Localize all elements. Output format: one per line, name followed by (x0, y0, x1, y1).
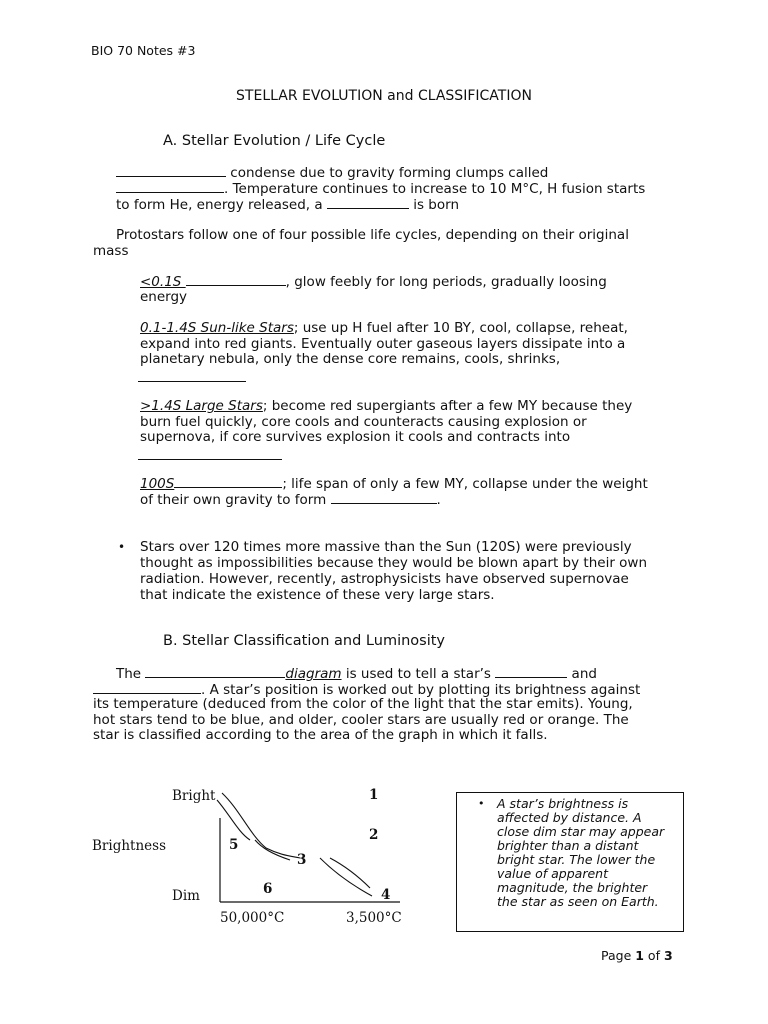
cycle-3-line-2: burn fuel quickly, core cools and counteracts causing explosion or (140, 414, 587, 430)
cycle-4-line-2 (140, 491, 441, 508)
cycle-4-period: . (436, 492, 441, 508)
note-line: the star as seen on Earth. (497, 894, 659, 909)
cycle-2-line-3: planetary nebula, only the dense core remains, cools, shrinks, (140, 351, 561, 367)
cycle-3-line-3: supernova, if core survives explosion it cools and contracts into (140, 429, 571, 445)
cycle-2-label: 0.1-1.4S Sun-like Stars (140, 320, 294, 336)
note-line: close dim star may appear (497, 824, 665, 839)
cycle-2-text: ; use up H fuel after 10 BY, cool, collapse, reheat, (293, 320, 628, 336)
cycle-4-text: ; life span of only a few MY, collapse under the weight (282, 476, 648, 492)
cycle-1-line-1 (140, 273, 607, 290)
total-pages: 3 (663, 948, 673, 963)
region-5: 5 (229, 837, 239, 853)
section-b-line-3: its temperature (deduced from the color of the light that the star emits). Young, (93, 696, 633, 712)
section-b-text-1c: and (567, 666, 597, 682)
cycle-2-line-1 (140, 320, 628, 336)
blank-cycle-4-mass (174, 475, 282, 488)
section-b-text-1a: The (116, 666, 146, 682)
bullet-line-3: radiation. However, recently, astrophysicists have observed supernovae (140, 571, 629, 587)
note-bullet: • (478, 797, 485, 810)
cycle-1-line-2: energy (140, 289, 188, 305)
blank-protostars (116, 180, 224, 193)
cycle-3-line-1 (140, 398, 632, 414)
main-sequence-lower-curve-1 (320, 858, 372, 896)
cycle-3-label: >1.4S Large Stars (140, 398, 263, 414)
intro-text-2: . Temperature continues to increase to 10 M°C, H fusion starts (224, 181, 646, 197)
blank-cycle-4 (331, 491, 437, 504)
region-3: 3 (297, 852, 307, 868)
section-b-line-4: hot stars tend to be blue, and older, cooler stars are usually red or orange. The (93, 712, 629, 728)
note-line: value of apparent (497, 866, 608, 881)
page-title: STELLAR EVOLUTION and CLASSIFICATION (236, 88, 532, 104)
cycle-4-label: 100S (140, 476, 175, 492)
intro-line-2 (116, 180, 645, 197)
y-top-label: Bright (172, 788, 216, 804)
cycle-2-line-2: expand into red giants. Eventually outer gaseous layers dissipate into a (140, 336, 626, 352)
protostars-line-2: mass (93, 243, 129, 259)
blank-nebulae (116, 164, 226, 177)
bullet-point: • (118, 540, 126, 554)
note-text (497, 797, 664, 909)
intro-text-4: is born (408, 197, 460, 213)
blank-hr-name (145, 665, 285, 678)
current-page: 1 (635, 948, 644, 963)
region-1: 1 (369, 787, 379, 803)
section-b-line-1 (116, 665, 597, 682)
note-line: A star’s brightness is (497, 796, 629, 811)
intro-line-1 (116, 164, 548, 181)
bullet-line-1: Stars over 120 times more massive than the Sun (120S) were previously (140, 539, 632, 555)
region-2: 2 (369, 827, 379, 843)
section-b-text-1b: is used to tell a star’s (341, 666, 496, 682)
page-number (601, 948, 673, 963)
intro-text-3: to form He, energy released, a (116, 197, 327, 213)
blank-property-2 (93, 681, 201, 694)
intro-line-3 (116, 196, 459, 213)
region-4: 4 (381, 887, 391, 903)
cycle-3-text: ; become red supergiants after a few MY because they (262, 398, 633, 414)
main-sequence-lower-curve-2 (330, 858, 370, 888)
section-b-line-5: star is classified according to the area of the graph in which it falls. (93, 727, 548, 743)
bullet-line-4: that indicate the existence of these very large stars. (140, 587, 495, 603)
note-line: affected by distance. A (497, 810, 642, 825)
region-6: 6 (263, 881, 273, 897)
y-axis-label: Brightness (92, 838, 166, 854)
blank-cycle-3 (138, 448, 282, 460)
cycle-4-line-1 (140, 475, 648, 492)
blank-cycle-1 (186, 273, 286, 286)
y-bottom-label: Dim (172, 888, 200, 904)
section-a-heading: A. Stellar Evolution / Life Cycle (163, 133, 386, 149)
cycle-1-label: <0.1S (140, 274, 186, 290)
page-word: Page (601, 948, 636, 963)
section-b-text-2: . A star’s position is worked out by plotting its brightness against (201, 682, 641, 698)
document-header: BIO 70 Notes #3 (91, 43, 196, 58)
x-left-label: 50,000°C (220, 910, 285, 926)
cycle-1-text: , glow feebly for long periods, gradually loosing (285, 274, 607, 290)
of-word: of (643, 948, 664, 963)
note-line: brighter than a distant (497, 838, 639, 853)
blank-star (327, 196, 409, 209)
x-right-label: 3,500°C (346, 910, 402, 926)
cycle-4-text-2: of their own gravity to form (140, 492, 331, 508)
intro-text-1: condense due to gravity forming clumps called (226, 165, 549, 181)
bullet-line-2: thought as impossibilities because they would be blown apart by their own (140, 555, 648, 571)
diagram-word: diagram (285, 666, 342, 682)
blank-property-1 (495, 665, 567, 678)
blank-cycle-2 (138, 370, 246, 382)
note-line: bright star. The lower the (497, 852, 656, 867)
note-line: magnitude, the brighter (497, 880, 648, 895)
section-b-heading: B. Stellar Classification and Luminosity (163, 633, 446, 649)
protostars-line-1: Protostars follow one of four possible life cycles, depending on their original (116, 227, 629, 243)
